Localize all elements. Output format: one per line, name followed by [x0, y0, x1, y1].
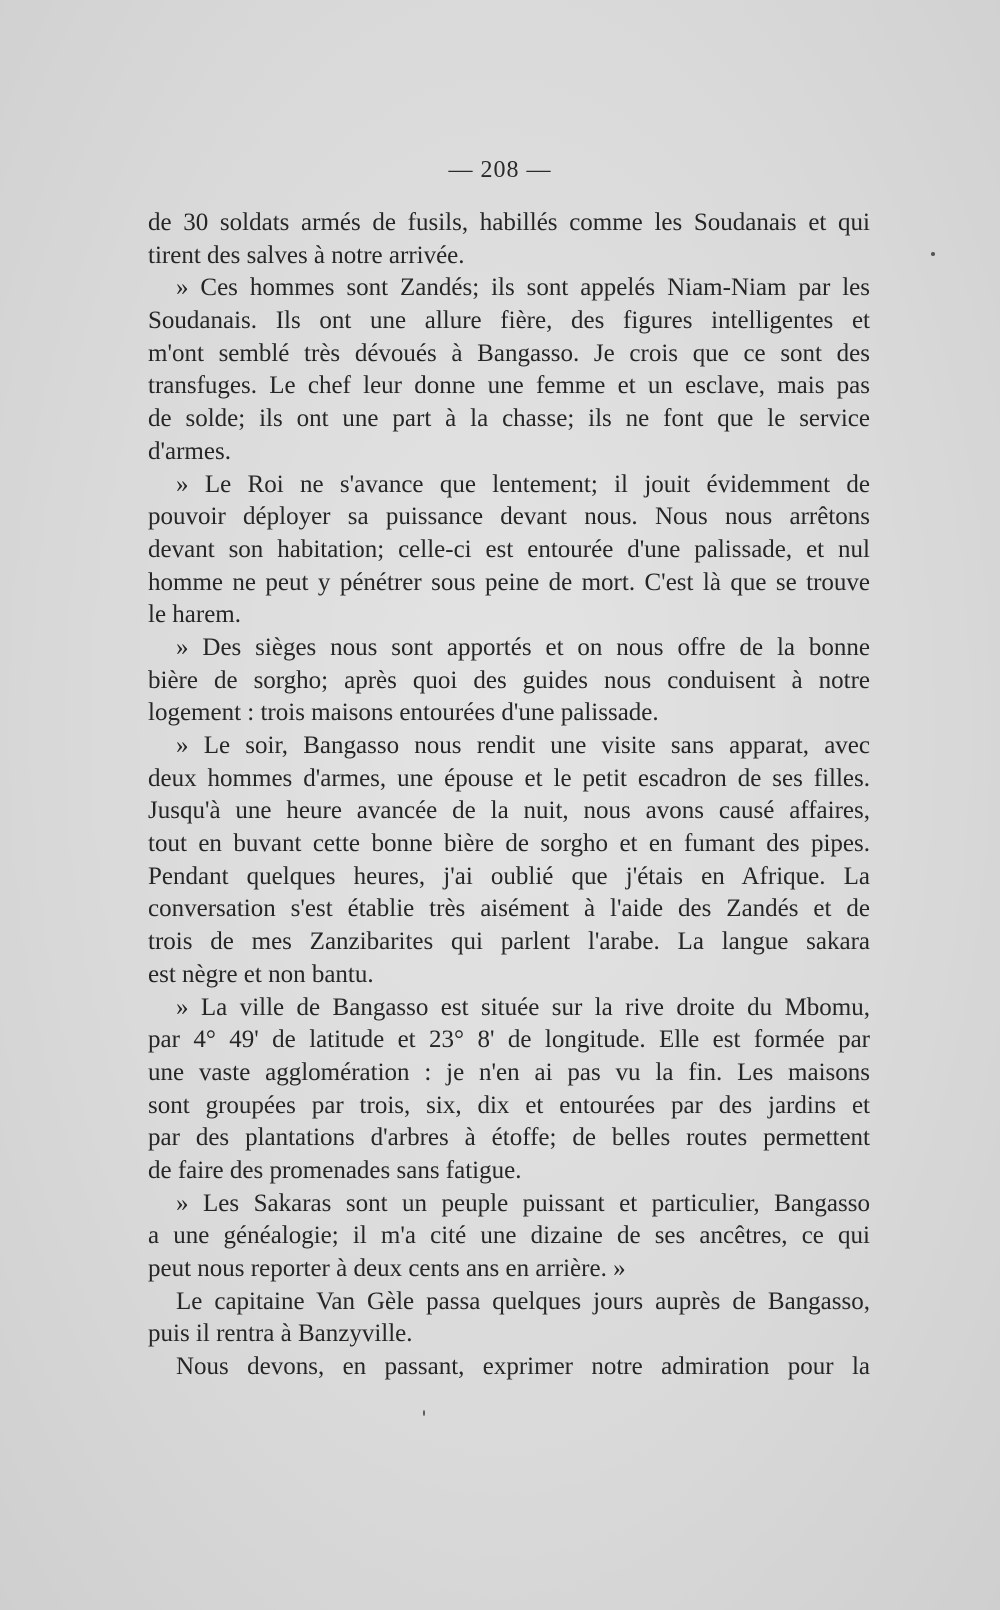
text-line: trois de mes Zanzibarites qui parlent l'arabe. La langue sakara	[148, 928, 870, 956]
text-line: est nègre et non bantu.	[148, 960, 374, 988]
text-line: deux hommes d'armes, une épouse et le petit escadron de ses filles.	[148, 764, 870, 792]
text-line: logement : trois maisons entourées d'une palissade.	[148, 699, 659, 727]
text-line: transfuges. Le chef leur donne une femme et un esclave, mais pas	[148, 372, 870, 400]
page-number: — 208 —	[448, 157, 552, 183]
text-line: » Le Roi ne s'avance que lentement; il jouit évidemment de	[176, 470, 870, 498]
text-line: Pendant quelques heures, j'ai oublié que j'étais en Afrique. La	[148, 862, 870, 890]
text-line: bière de sorgho; après quoi des guides nous conduisent à notre	[148, 666, 870, 694]
print-speck	[931, 252, 935, 256]
text-line: puis il rentra à Banzyville.	[148, 1320, 413, 1348]
text-line: conversation s'est établie très aisément à l'aide des Zandés et de	[148, 895, 870, 923]
text-line: Soudanais. Ils ont une allure fière, des figures intelligentes et	[148, 307, 870, 335]
text-line: devant son habitation; celle-ci est entourée d'une palissade, et nul	[148, 535, 870, 563]
print-speck	[423, 1410, 425, 1416]
text-line: sont groupées par trois, six, dix et entourées par des jardins et	[148, 1091, 870, 1119]
text-line: peut nous reporter à deux cents ans en arrière. »	[148, 1255, 626, 1282]
text-line: le harem.	[148, 601, 242, 629]
text-line: » Des sièges nous sont apportés et on nous offre de la bonne	[176, 633, 870, 661]
text-line: d'armes.	[148, 437, 231, 465]
body-text	[148, 207, 870, 1384]
text-line: » La ville de Bangasso est située sur la rive droite du Mbomu,	[176, 993, 870, 1021]
text-line: » Les Sakaras sont un peuple puissant et particulier, Bangasso	[176, 1189, 870, 1217]
text-line: m'ont semblé très dévoués à Bangasso. Je crois que ce sont des	[148, 339, 870, 367]
text-line: de solde; ils ont une part à la chasse; ils ne font que le service	[148, 405, 870, 433]
text-line: pouvoir déployer sa puissance devant nous. Nous nous arrêtons	[148, 503, 870, 531]
text-line: Jusqu'à une heure avancée de la nuit, nous avons causé affaires,	[148, 797, 870, 825]
text-line: par des plantations d'arbres à étoffe; de belles routes permettent	[148, 1124, 870, 1152]
text-line: une vaste agglomération : je n'en ai pas vu la fin. Les maisons	[148, 1058, 870, 1086]
text-line: » Le soir, Bangasso nous rendit une visite sans apparat, avec	[176, 732, 870, 759]
text-line: Le capitaine Van Gèle passa quelques jours auprès de Bangasso,	[176, 1287, 870, 1315]
text-line: tout en buvant cette bonne bière de sorgho et en fumant des pipes.	[148, 830, 870, 858]
text-line: tirent des salves à notre arrivée.	[148, 241, 465, 269]
text-line: de 30 soldats armés de fusils, habillés comme les Soudanais et qui	[148, 209, 870, 236]
text-line: a une généalogie; il m'a cité une dizaine de ses ancêtres, ce qui	[148, 1222, 870, 1250]
text-line: par 4° 49' de latitude et 23° 8' de longitude. Elle est formée par	[148, 1026, 870, 1054]
text-line: homme ne peut y pénétrer sous peine de mort. C'est là que se trouve	[148, 568, 870, 596]
text-line: » Ces hommes sont Zandés; ils sont appelés Niam-Niam par les	[176, 274, 870, 302]
text-line: de faire des promenades sans fatigue.	[148, 1156, 522, 1184]
text-line: Nous devons, en passant, exprimer notre admiration pour la	[176, 1353, 870, 1381]
